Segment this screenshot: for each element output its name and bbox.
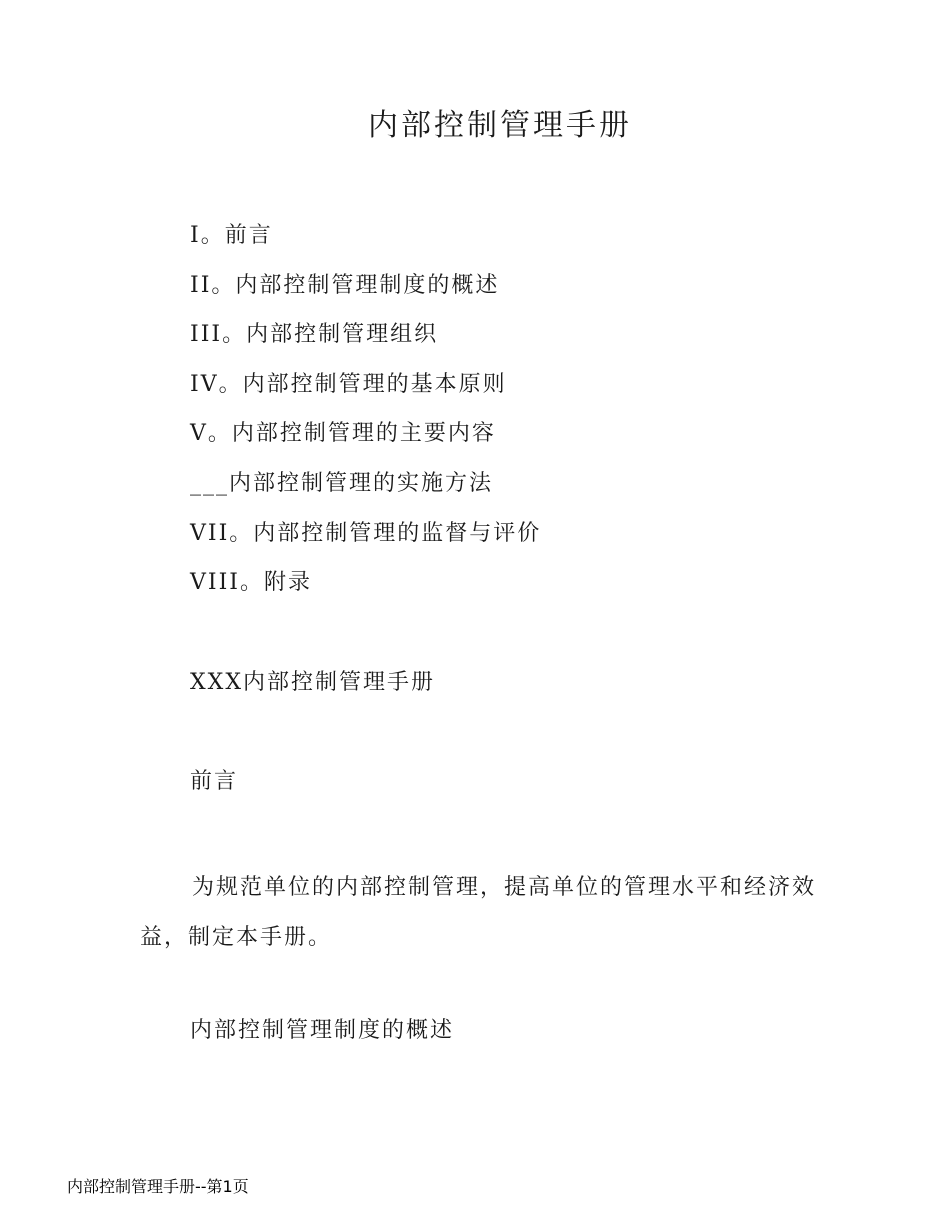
overview-heading: 内部控制管理制度的概述 (190, 1018, 455, 1043)
toc-item: ___内部控制管理的实施方法 (190, 470, 494, 496)
toc-item: V。内部控制管理的主要内容 (190, 421, 496, 447)
toc-item: IV。内部控制管理的基本原则 (190, 371, 507, 397)
preface-paragraph: 为规范单位的内部控制管理，提高单位的管理水平和经济效益，制定本手册。 (140, 875, 817, 950)
page-footer: 内部控制管理手册--第1页 (67, 1177, 249, 1196)
toc-item: II。内部控制管理制度的概述 (190, 272, 500, 298)
preface-heading: 前言 (190, 769, 239, 794)
toc-item: I。前言 (190, 223, 273, 248)
toc-item: VII。内部控制管理的监督与评价 (190, 520, 542, 546)
toc-item: VIII。附录 (190, 570, 312, 596)
document-subtitle: XXX内部控制管理手册 (190, 670, 435, 695)
toc-item: III。内部控制管理组织 (190, 322, 439, 348)
document-title: 内部控制管理手册 (368, 108, 632, 143)
table-of-contents (190, 218, 541, 615)
